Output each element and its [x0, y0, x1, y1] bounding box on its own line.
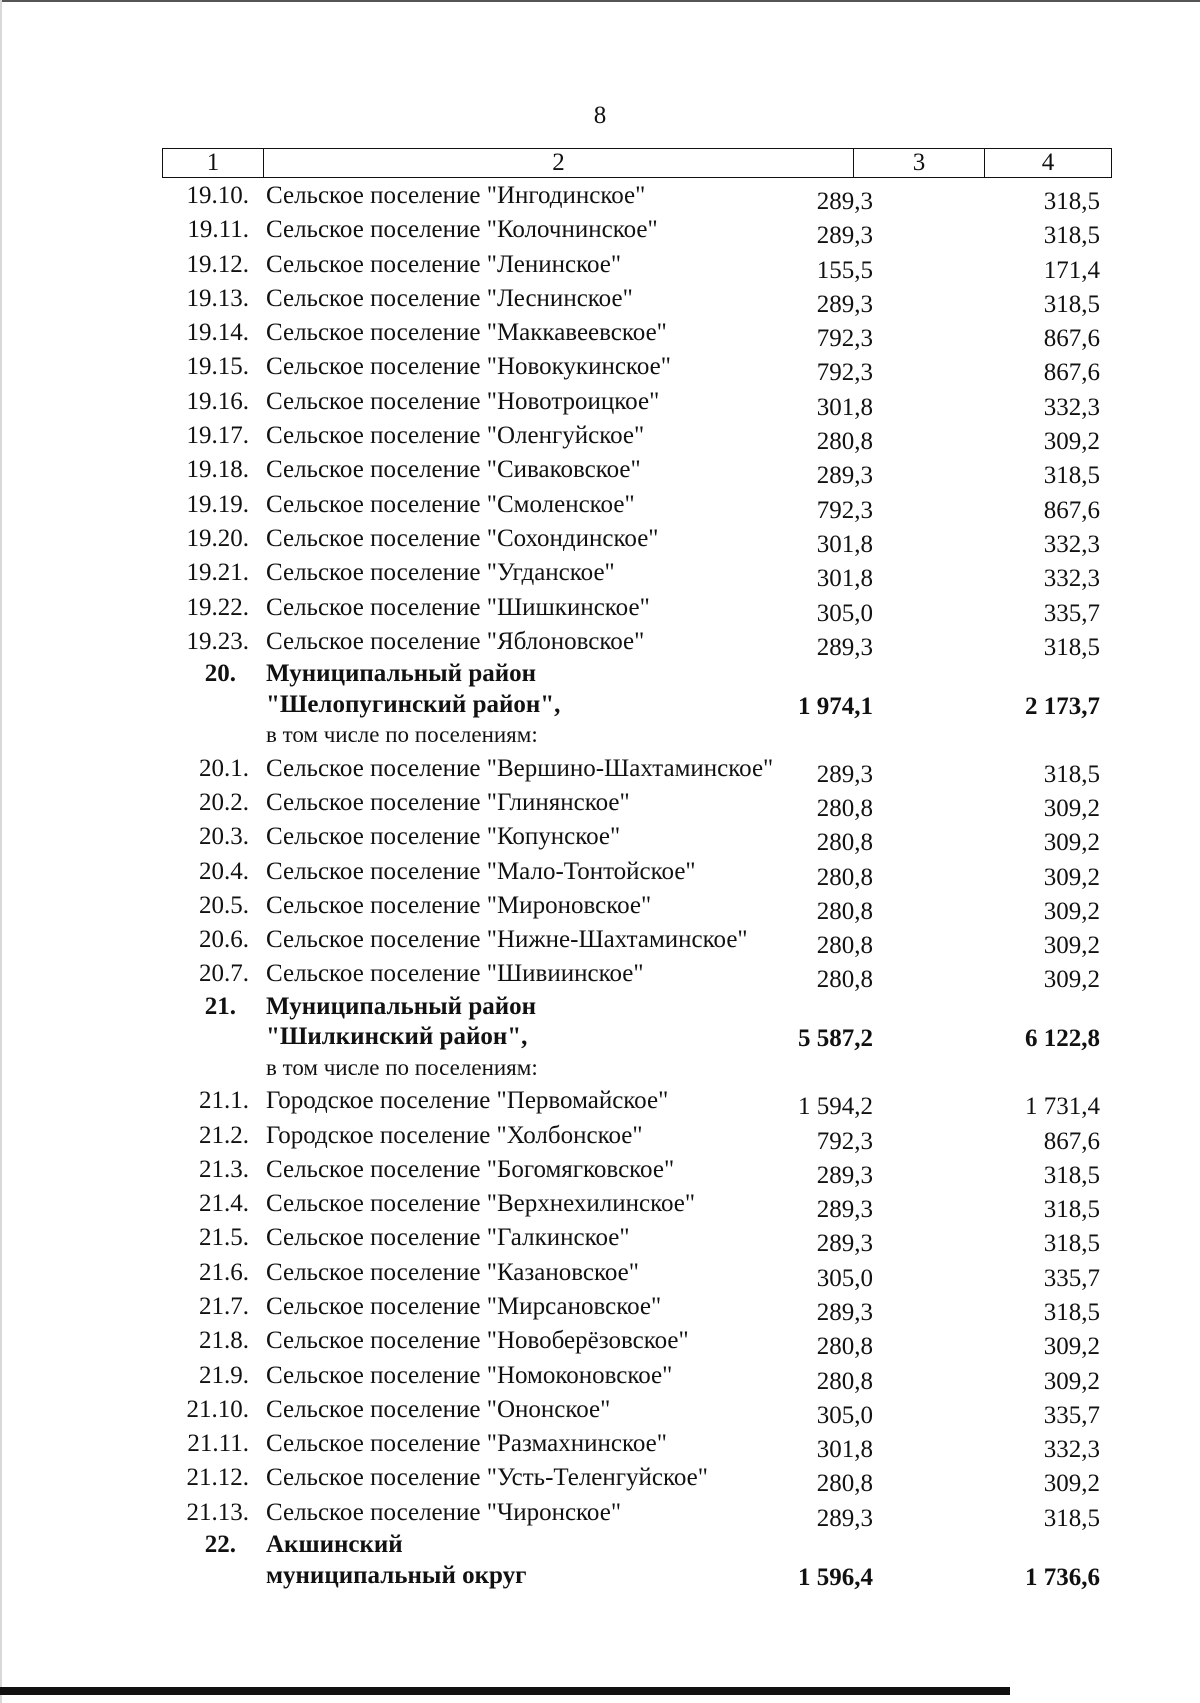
table-row: [162, 454, 1112, 488]
table-row: [162, 1085, 1112, 1119]
row-value-col4: 309,2: [1043, 863, 1100, 891]
table-row: [162, 1257, 1112, 1291]
row-value-col3: 280,8: [816, 966, 873, 994]
row-number: 20.2.: [199, 788, 249, 816]
row-name: Сельское поселение "Леснинское": [266, 284, 633, 312]
table-row: [162, 821, 1112, 855]
row-value-col4: 6 122,8: [1025, 1025, 1100, 1053]
table-row: [162, 1291, 1112, 1325]
row-name: Сельское поселение "Верхнехилинское": [266, 1190, 696, 1218]
row-value-col4: 335,7: [1043, 599, 1100, 627]
row-value-col4: 867,6: [1043, 1127, 1100, 1155]
row-name: Сельское поселение "Вершино-Шахтаминское": [266, 754, 774, 782]
table-row: [162, 958, 1112, 992]
row-value-col4: 309,2: [1043, 1470, 1100, 1498]
table-row: [162, 1120, 1112, 1154]
table-row: [162, 1188, 1112, 1222]
row-number: 21.2.: [199, 1121, 249, 1149]
table-row: [162, 214, 1112, 248]
table-row: [162, 180, 1112, 214]
row-name: Сельское поселение "Номоконовское": [266, 1361, 673, 1389]
row-name: Сельское поселение "Оленгуйское": [266, 422, 645, 450]
scan-bottom-edge: [0, 1687, 1010, 1695]
row-value-col4: 335,7: [1043, 1401, 1100, 1429]
row-value-col3: 289,3: [816, 1161, 873, 1189]
row-name: Сельское поселение "Новотроицкое": [266, 387, 660, 415]
row-number: 19.20.: [186, 524, 249, 552]
row-name: Сельское поселение "Мало-Тонтойское": [266, 857, 696, 885]
header-col-2: 2: [264, 149, 854, 177]
row-name: Сельское поселение "Мироновское": [266, 891, 652, 919]
row-name: Сельское поселение "Нижне-Шахтаминское": [266, 926, 748, 954]
table-row: [162, 787, 1112, 821]
table-row-group-first: [162, 1531, 1112, 1562]
row-value-col3: 280,8: [816, 829, 873, 857]
row-value-col3: 305,0: [816, 1264, 873, 1292]
row-name: Сельское поселение "Копунское": [266, 823, 621, 851]
row-value-col3: 289,3: [816, 222, 873, 250]
row-number: 21.3.: [199, 1155, 249, 1183]
row-value-col3: 301,8: [816, 530, 873, 558]
row-value-col3: 289,3: [816, 1196, 873, 1224]
row-value-col4: 318,5: [1043, 633, 1100, 661]
table-row: [162, 283, 1112, 317]
row-name: Сельское поселение "Ленинское": [266, 250, 622, 278]
row-number: 20.3.: [199, 823, 249, 851]
table-row: [162, 856, 1112, 890]
row-name: в том числе по поселениям:: [266, 721, 538, 747]
row-name: Сельское поселение "Сохондинское": [266, 524, 659, 552]
row-value-col4: 309,2: [1043, 1333, 1100, 1361]
row-number: 19.22.: [186, 593, 249, 621]
row-value-col4: 318,5: [1043, 1504, 1100, 1532]
row-name: Сельское поселение "Смоленское": [266, 490, 635, 518]
table-row: [162, 557, 1112, 591]
row-name: Городское поселение "Холбонское": [266, 1121, 643, 1149]
row-value-col4: 867,6: [1043, 325, 1100, 353]
table-row: [162, 489, 1112, 523]
row-value-col4: 318,5: [1043, 462, 1100, 490]
row-value-col4: 318,5: [1043, 1196, 1100, 1224]
row-value-col3: 280,8: [816, 1367, 873, 1395]
row-value-col3: 289,3: [816, 1230, 873, 1258]
row-name: Сельское поселение "Галкинское": [266, 1224, 630, 1252]
row-number: 19.23.: [186, 627, 249, 655]
row-value-col3: 289,3: [816, 760, 873, 788]
row-value-col3: 280,8: [816, 794, 873, 822]
row-number: 21.9.: [199, 1361, 249, 1389]
row-number: 19.18.: [186, 456, 249, 484]
table-row: [162, 420, 1112, 454]
row-value-col4: 309,2: [1043, 794, 1100, 822]
row-number: 20.5.: [199, 891, 249, 919]
row-name: Сельское поселение "Угданское": [266, 559, 615, 587]
page-number: 8: [593, 102, 607, 129]
row-name: Муниципальный район: [266, 660, 537, 688]
row-value-col4: 309,2: [1043, 428, 1100, 456]
row-value-col4: 318,5: [1043, 1161, 1100, 1189]
row-value-col3: 280,8: [816, 1333, 873, 1361]
row-number: 19.15.: [186, 353, 249, 381]
table-header: [162, 148, 1112, 178]
row-number: 19.21.: [186, 559, 249, 587]
row-number: 21.13.: [186, 1498, 249, 1526]
row-value-col3: 280,8: [816, 428, 873, 456]
row-value-col4: 309,2: [1043, 1367, 1100, 1395]
table-row-group-third: [162, 721, 1112, 753]
table-row: [162, 753, 1112, 787]
table-row-group-third: [162, 1054, 1112, 1086]
row-value-col3: 301,8: [816, 393, 873, 421]
row-name: Сельское поселение "Шивиинское": [266, 960, 644, 988]
row-value-col4: 309,2: [1043, 897, 1100, 925]
row-value-col4: 1 731,4: [1025, 1093, 1100, 1121]
row-value-col4: 309,2: [1043, 932, 1100, 960]
header-col-3: 3: [854, 149, 985, 177]
table-row-group-second: [162, 691, 1112, 725]
row-number: 19.17.: [186, 422, 249, 450]
row-value-col4: 318,5: [1043, 222, 1100, 250]
row-value-col3: 305,0: [816, 599, 873, 627]
row-number: 19.10.: [186, 182, 249, 209]
row-name: Сельское поселение "Чиронское": [266, 1498, 622, 1526]
table-row: [162, 1222, 1112, 1256]
table-row: [162, 890, 1112, 924]
table-row: [162, 351, 1112, 385]
row-name: Городское поселение "Первомайское": [266, 1087, 669, 1115]
row-value-col3: 289,3: [816, 633, 873, 661]
table-row: [162, 1394, 1112, 1428]
row-name: Сельское поселение "Глинянское": [266, 788, 630, 816]
row-value-col4: 332,3: [1043, 530, 1100, 558]
row-value-col4: 335,7: [1043, 1264, 1100, 1292]
row-number: 21.10.: [186, 1395, 249, 1423]
row-number: 20.6.: [199, 926, 249, 954]
row-name: Сельское поселение "Шишкинское": [266, 593, 650, 621]
row-value-col3: 289,3: [816, 1504, 873, 1532]
row-name: муниципальный округ: [266, 1561, 527, 1589]
table-row: [162, 1428, 1112, 1462]
row-value-col3: 280,8: [816, 897, 873, 925]
row-value-col3: 289,3: [816, 290, 873, 318]
row-value-col3: 301,8: [816, 1436, 873, 1464]
row-value-col3: 305,0: [816, 1401, 873, 1429]
row-name: в том числе по поселениям:: [266, 1054, 538, 1080]
table-row-group-second: [162, 1023, 1112, 1057]
row-value-col3: 289,3: [816, 188, 873, 215]
row-number: 19.12.: [186, 250, 249, 278]
row-value-col3: 155,5: [816, 256, 873, 284]
row-value-col4: 309,2: [1043, 829, 1100, 857]
row-name: "Шелопугинский район",: [266, 690, 561, 718]
row-value-col3: 1 596,4: [798, 1563, 873, 1591]
table-row: [162, 592, 1112, 626]
row-value-col3: 280,8: [816, 1470, 873, 1498]
table-row-group-first: [162, 660, 1112, 691]
row-value-col4: 318,5: [1043, 188, 1100, 215]
table-row: [162, 1497, 1112, 1531]
table-row: [162, 1325, 1112, 1359]
row-number: 20.7.: [199, 960, 249, 988]
row-value-col3: 792,3: [816, 1127, 873, 1155]
row-value-col3: 792,3: [816, 359, 873, 387]
table-row: [162, 386, 1112, 420]
row-name: Сельское поселение "Колочнинское": [266, 216, 658, 244]
row-value-col4: 332,3: [1043, 1436, 1100, 1464]
row-number: 19.14.: [186, 319, 249, 347]
row-value-col4: 318,5: [1043, 1230, 1100, 1258]
row-number: 19.19.: [186, 490, 249, 518]
row-number: 19.16.: [186, 387, 249, 415]
row-number: 19.13.: [186, 284, 249, 312]
row-number: 19.11.: [187, 216, 249, 244]
row-number: 21.1.: [199, 1087, 249, 1115]
row-name: Сельское поселение "Новоберёзовское": [266, 1327, 689, 1355]
table-row: [162, 523, 1112, 557]
row-value-col3: 792,3: [816, 496, 873, 524]
row-value-col4: 332,3: [1043, 393, 1100, 421]
table-row: [162, 626, 1112, 660]
row-name: Сельское поселение "Новокукинское": [266, 353, 671, 381]
row-name: "Шилкинский район",: [266, 1023, 528, 1051]
row-number: 21.7.: [199, 1292, 249, 1320]
header-col-4: 4: [1041, 149, 1055, 176]
row-value-col3: 792,3: [816, 325, 873, 353]
row-name: Акшинский: [266, 1531, 403, 1559]
row-name: Сельское поселение "Маккавеевское": [266, 319, 667, 347]
table-row: [162, 1360, 1112, 1394]
row-name: Сельское поселение "Мирсановское": [266, 1292, 662, 1320]
table-row: [162, 924, 1112, 958]
row-value-col4: 1 736,6: [1025, 1563, 1100, 1591]
row-number: 21.5.: [199, 1224, 249, 1252]
row-name: Сельское поселение "Ононское": [266, 1395, 611, 1423]
row-name: Сельское поселение "Казановское": [266, 1258, 639, 1286]
table-row: [162, 1462, 1112, 1496]
row-value-col4: 171,4: [1043, 256, 1100, 284]
row-value-col4: 309,2: [1043, 966, 1100, 994]
row-name: Муниципальный район: [266, 992, 537, 1020]
row-value-col4: 318,5: [1043, 760, 1100, 788]
table-row: [162, 317, 1112, 351]
row-value-col4: 867,6: [1043, 359, 1100, 387]
row-name: Сельское поселение "Ингодинское": [266, 182, 646, 209]
row-number: 21.12.: [186, 1464, 249, 1492]
row-number: 22.: [204, 1531, 236, 1559]
table-row: [162, 1154, 1112, 1188]
row-value-col3: 1 594,2: [798, 1093, 873, 1121]
row-number: 20.4.: [199, 857, 249, 885]
row-name: Сельское поселение "Богомягковское": [266, 1155, 675, 1183]
row-value-col4: 332,3: [1043, 565, 1100, 593]
row-name: Сельское поселение "Размахнинское": [266, 1430, 667, 1458]
row-value-col3: 280,8: [816, 863, 873, 891]
row-number: 20.1.: [199, 754, 249, 782]
row-number: 21.6.: [199, 1258, 249, 1286]
row-value-col3: 1 974,1: [798, 692, 873, 720]
row-number: 21.11.: [187, 1430, 249, 1458]
row-number: 21.8.: [199, 1327, 249, 1355]
scan-top-edge: [0, 0, 1200, 2]
row-number: 20.: [204, 660, 236, 688]
row-name: Сельское поселение "Усть-Теленгуйское": [266, 1464, 708, 1492]
row-value-col3: 280,8: [816, 932, 873, 960]
scan-left-edge: [0, 0, 2, 1703]
table-row-group-first: [162, 993, 1112, 1024]
row-name: Сельское поселение "Сиваковское": [266, 456, 641, 484]
row-value-col4: 2 173,7: [1025, 692, 1100, 720]
row-name: Сельское поселение "Яблоновское": [266, 627, 645, 655]
row-value-col3: 5 587,2: [798, 1025, 873, 1053]
row-value-col4: 318,5: [1043, 290, 1100, 318]
row-value-col4: 318,5: [1043, 1298, 1100, 1326]
row-value-col3: 289,3: [816, 462, 873, 490]
row-value-col3: 301,8: [816, 565, 873, 593]
header-col-1: 1: [163, 149, 264, 177]
row-number: 21.4.: [199, 1190, 249, 1218]
row-number: 21.: [204, 992, 236, 1020]
table-row: [162, 249, 1112, 283]
row-value-col3: 289,3: [816, 1298, 873, 1326]
table-row-group-second: [162, 1562, 1112, 1596]
row-value-col4: 867,6: [1043, 496, 1100, 524]
table-body: [162, 180, 1112, 1596]
